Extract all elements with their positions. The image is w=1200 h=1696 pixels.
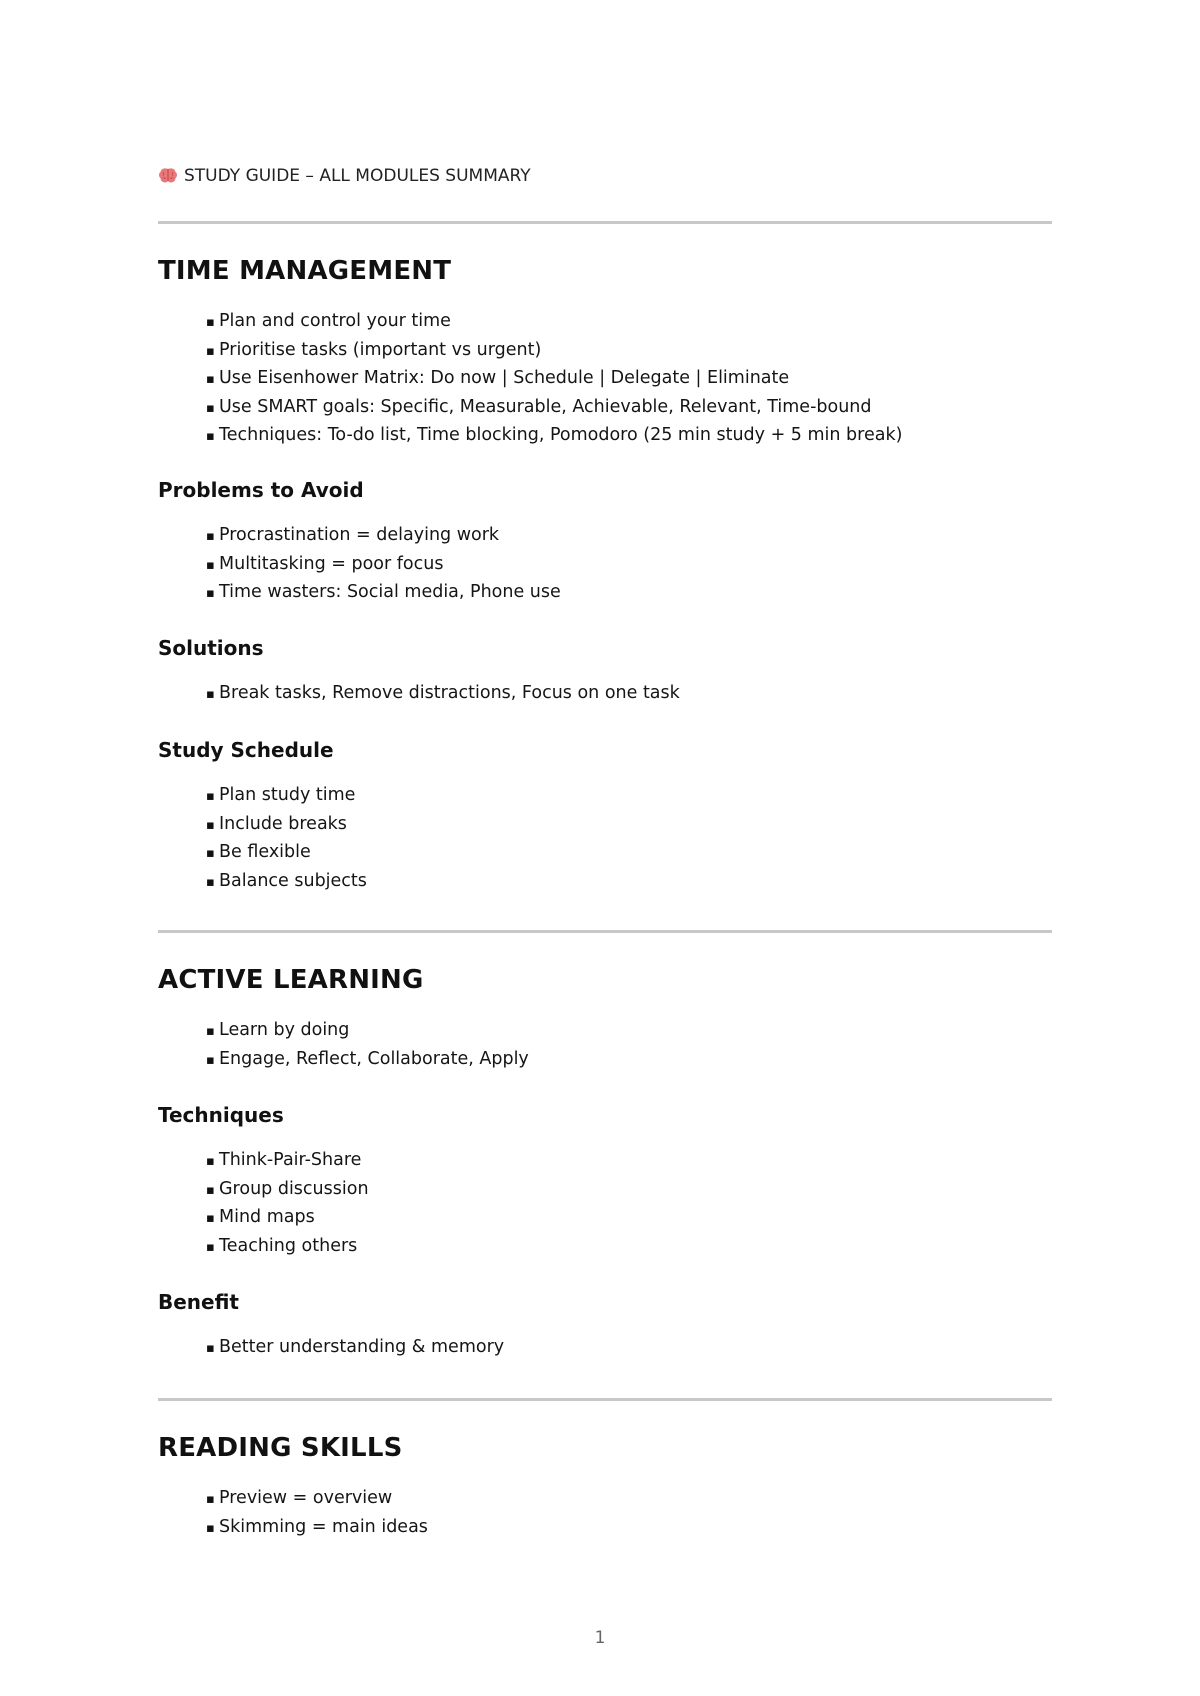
bullet-list xyxy=(158,1485,1052,1542)
subsection-study-schedule xyxy=(158,738,1052,896)
list-item: ▪ Techniques: To-do list, Time blocking, Pomodoro (25 min study + 5 min break) xyxy=(206,422,1052,451)
divider xyxy=(158,1398,1052,1401)
sub-heading: Techniques xyxy=(158,1103,284,1127)
bullet-list xyxy=(158,522,1052,608)
section-reading-skills xyxy=(158,1433,1052,1542)
list-item: ▪ Mind maps xyxy=(206,1204,1052,1233)
subsection-problems-to-avoid xyxy=(158,478,1052,608)
subsection-techniques xyxy=(158,1103,1052,1261)
section-heading: TIME MANAGEMENT xyxy=(158,256,452,286)
list-item: ▪ Skimming = main ideas xyxy=(206,1514,1052,1543)
section-active-learning xyxy=(158,965,1052,1074)
list-item: ▪ Time wasters: Social media, Phone use xyxy=(206,579,1052,608)
bullet-list xyxy=(158,1017,1052,1074)
list-item: ▪ Group discussion xyxy=(206,1176,1052,1205)
list-item: ▪ Balance subjects xyxy=(206,868,1052,897)
divider xyxy=(158,221,1052,224)
list-item: ▪ Prioritise tasks (important vs urgent) xyxy=(206,337,1052,366)
bullet-list xyxy=(158,782,1052,896)
document-title xyxy=(158,166,531,186)
bullet-list xyxy=(158,1334,1052,1363)
list-item: ▪ Engage, Reflect, Collaborate, Apply xyxy=(206,1046,1052,1075)
section-heading: READING SKILLS xyxy=(158,1433,403,1463)
brain-icon xyxy=(158,167,178,185)
page-number: 1 xyxy=(594,1628,606,1648)
list-item: ▪ Use SMART goals: Specific, Measurable, Achievable, Relevant, Time-bound xyxy=(206,394,1052,423)
divider xyxy=(158,930,1052,933)
section-time-management xyxy=(158,256,1052,451)
list-item: ▪ Better understanding & memory xyxy=(206,1334,1052,1363)
list-item: ▪ Be flexible xyxy=(206,839,1052,868)
bullet-list xyxy=(158,308,1052,451)
list-item: ▪ Learn by doing xyxy=(206,1017,1052,1046)
list-item: ▪ Think-Pair-Share xyxy=(206,1147,1052,1176)
bullet-list xyxy=(158,680,1052,709)
section-heading: ACTIVE LEARNING xyxy=(158,965,424,995)
list-item: ▪ Include breaks xyxy=(206,811,1052,840)
subsection-solutions xyxy=(158,636,1052,709)
list-item: ▪ Preview = overview xyxy=(206,1485,1052,1514)
bullet-list xyxy=(158,1147,1052,1261)
list-item: ▪ Break tasks, Remove distractions, Focus on one task xyxy=(206,680,1052,709)
list-item: ▪ Multitasking = poor focus xyxy=(206,551,1052,580)
sub-heading: Problems to Avoid xyxy=(158,478,364,502)
list-item: ▪ Procrastination = delaying work xyxy=(206,522,1052,551)
sub-heading: Solutions xyxy=(158,636,264,660)
list-item: ▪ Plan and control your time xyxy=(206,308,1052,337)
sub-heading: Study Schedule xyxy=(158,738,334,762)
sub-heading: Benefit xyxy=(158,1290,239,1314)
document-title-text: STUDY GUIDE – ALL MODULES SUMMARY xyxy=(184,166,531,186)
list-item: ▪ Teaching others xyxy=(206,1233,1052,1262)
list-item: ▪ Use Eisenhower Matrix: Do now | Schedule | Delegate | Eliminate xyxy=(206,365,1052,394)
subsection-benefit xyxy=(158,1290,1052,1363)
list-item: ▪ Plan study time xyxy=(206,782,1052,811)
